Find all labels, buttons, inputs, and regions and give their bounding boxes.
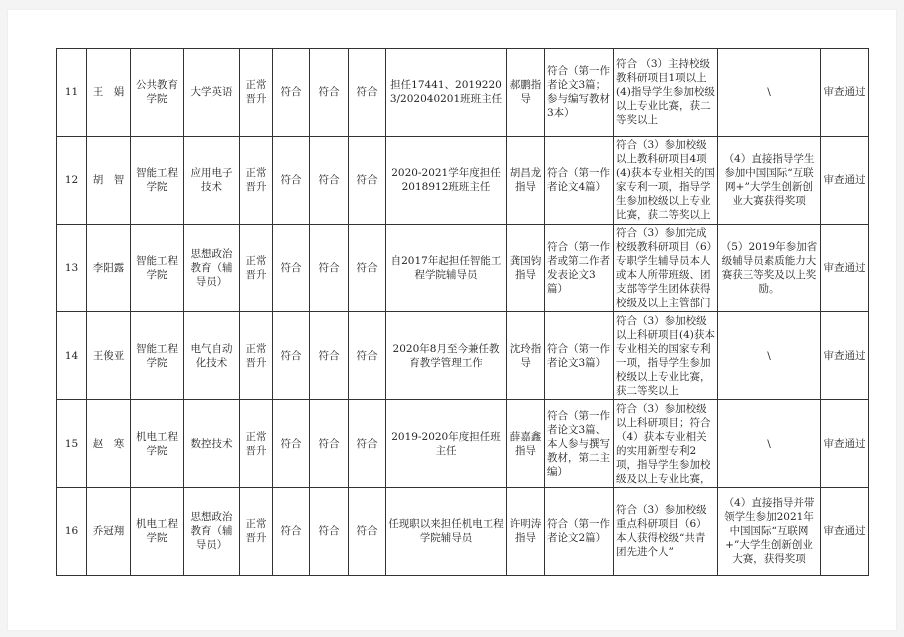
mentor-text: 薛嘉鑫指导 xyxy=(509,430,542,457)
research-text: 符合（3）参加完成校级教科研项目（6）专职学生辅导员本人或本人所带班级、团支部等学生团体获得校级及以上主管部门 xyxy=(616,226,712,309)
major-cell xyxy=(184,136,240,224)
criterion-2-text: 符合 xyxy=(318,261,340,274)
mentor-cell xyxy=(507,400,545,488)
row-number-text: 14 xyxy=(64,349,79,362)
college-cell xyxy=(131,49,184,137)
criterion-1-text: 符合 xyxy=(280,174,302,187)
criterion-1-text: 符合 xyxy=(280,525,302,538)
major-cell xyxy=(184,487,240,575)
criterion-1-cell xyxy=(273,312,310,400)
major-text: 电气自动化技术 xyxy=(190,342,233,369)
criterion-2-text: 符合 xyxy=(318,174,340,187)
college-cell xyxy=(131,224,184,312)
major-cell xyxy=(184,49,240,137)
criterion-1-cell xyxy=(273,487,310,575)
mentor-text: 许明涛指导 xyxy=(509,518,542,545)
row-number-text: 15 xyxy=(64,437,79,450)
mentor-cell xyxy=(507,312,545,400)
award-cell xyxy=(718,312,821,400)
duty-cell xyxy=(386,136,507,224)
college-text: 机电工程学院 xyxy=(136,430,178,457)
criterion-2-text: 符合 xyxy=(318,525,340,538)
document-page xyxy=(8,10,896,630)
research-text: 符合（3）参加校级重点科研项目（6）本人获得校级“共青团先进个人” xyxy=(616,504,707,559)
college-text: 智能工程学院 xyxy=(136,342,178,369)
result-text: 审查通过 xyxy=(823,86,866,99)
college-cell xyxy=(131,400,184,488)
table-row xyxy=(57,400,869,488)
criterion-2-cell xyxy=(310,224,349,312)
mentor-cell xyxy=(507,136,545,224)
result-text: 审查通过 xyxy=(823,349,866,362)
college-text: 智能工程学院 xyxy=(136,254,178,281)
mentor-cell xyxy=(507,224,545,312)
duty-text: 任现职以来担任机电工程学院辅导员 xyxy=(388,518,504,545)
promotion-type-cell xyxy=(240,224,273,312)
award-cell xyxy=(718,136,821,224)
duty-text: 2020-2021学年度担任2018912班班主任 xyxy=(391,167,501,194)
paper-cell xyxy=(545,224,614,312)
result-cell xyxy=(821,136,869,224)
row-number-cell xyxy=(57,49,87,137)
name-text: 胡 智 xyxy=(92,174,125,187)
research-cell xyxy=(614,487,718,575)
criterion-1-text: 符合 xyxy=(280,261,302,274)
college-text: 公共教育学院 xyxy=(136,79,178,106)
name-cell xyxy=(87,224,131,312)
table-row xyxy=(57,487,869,575)
research-cell xyxy=(614,136,718,224)
major-text: 思想政治教育（辅导员） xyxy=(190,511,233,552)
result-cell xyxy=(821,49,869,137)
award-text: （4）直接指导并带领学生参加2021年中国国际“互联网+”大学生创新创业大赛，获得奖项 xyxy=(723,497,815,566)
research-text: 符合（3）参加校级以上科研项目(4)获本专业相关的国家专利一项，指导学生参加校级以上专业比赛，获二等奖以上 xyxy=(616,314,715,397)
promotion-type-cell xyxy=(240,312,273,400)
result-text: 审查通过 xyxy=(823,174,866,187)
major-text: 思想政治教育（辅导员） xyxy=(190,247,233,288)
criterion-1-cell xyxy=(273,224,310,312)
criterion-2-text: 符合 xyxy=(318,437,340,450)
award-cell xyxy=(718,487,821,575)
criterion-1-text: 符合 xyxy=(280,437,302,450)
award-text: \ xyxy=(767,86,771,99)
criterion-2-text: 符合 xyxy=(318,86,340,99)
row-number-text: 16 xyxy=(64,525,79,538)
paper-text: 符合（第一作者论文2篇） xyxy=(547,518,610,545)
award-cell xyxy=(718,224,821,312)
name-cell xyxy=(87,487,131,575)
promotion-type-text: 正常晋升 xyxy=(245,79,267,106)
paper-text: 符合（第一作者论文3篇） xyxy=(547,342,610,369)
mentor-text: 龚国钧指导 xyxy=(509,254,542,281)
college-text: 机电工程学院 xyxy=(136,518,178,545)
name-cell xyxy=(87,136,131,224)
criterion-3-cell xyxy=(349,400,386,488)
mentor-cell xyxy=(507,49,545,137)
mentor-cell xyxy=(507,487,545,575)
criterion-2-cell xyxy=(310,400,349,488)
review-table xyxy=(56,48,869,576)
award-text: （4）直接指导学生参加中国国际“互联网+”大学生创新创业大赛获得奖项 xyxy=(723,153,815,208)
major-text: 数控技术 xyxy=(190,437,233,450)
criterion-3-text: 符合 xyxy=(356,86,378,99)
paper-cell xyxy=(545,487,614,575)
criterion-3-text: 符合 xyxy=(356,174,378,187)
name-text: 赵 寒 xyxy=(92,437,125,450)
promotion-type-text: 正常晋升 xyxy=(245,167,267,194)
result-text: 审查通过 xyxy=(823,525,866,538)
row-number-text: 13 xyxy=(64,261,79,274)
mentor-text: 沈玲指导 xyxy=(509,342,542,369)
criterion-2-cell xyxy=(310,312,349,400)
award-text: \ xyxy=(767,349,771,362)
duty-text: 2020年8月至今兼任教育教学管理工作 xyxy=(392,342,500,369)
name-cell xyxy=(87,49,131,137)
major-text: 应用电子技术 xyxy=(190,167,233,194)
college-cell xyxy=(131,312,184,400)
duty-cell xyxy=(386,49,507,137)
result-cell xyxy=(821,487,869,575)
row-number-cell xyxy=(57,224,87,312)
name-text: 李阳露 xyxy=(92,261,125,274)
criterion-2-cell xyxy=(310,487,349,575)
result-cell xyxy=(821,224,869,312)
duty-text: 担任17441、20192203/202040201班班主任 xyxy=(389,79,503,106)
duty-cell xyxy=(386,312,507,400)
research-cell xyxy=(614,224,718,312)
college-cell xyxy=(131,487,184,575)
table-row xyxy=(57,312,869,400)
mentor-text: 郝鹏指导 xyxy=(509,79,542,106)
paper-cell xyxy=(545,49,614,137)
research-cell xyxy=(614,49,718,137)
research-cell xyxy=(614,400,718,488)
duty-cell xyxy=(386,400,507,488)
name-cell xyxy=(87,400,131,488)
name-text: 乔冠翔 xyxy=(92,525,125,538)
research-cell xyxy=(614,312,718,400)
name-text: 王 娟 xyxy=(92,86,125,99)
criterion-3-cell xyxy=(349,49,386,137)
criterion-1-cell xyxy=(273,136,310,224)
promotion-type-text: 正常晋升 xyxy=(245,342,267,369)
paper-text: 符合（第一作者论文3篇；参与编写教材3本） xyxy=(547,65,610,120)
college-text: 智能工程学院 xyxy=(136,167,178,194)
row-number-cell xyxy=(57,487,87,575)
major-cell xyxy=(184,400,240,488)
row-number-cell xyxy=(57,136,87,224)
criterion-1-cell xyxy=(273,400,310,488)
award-text: （5）2019年参加省级辅导员素质能力大赛获三等奖及以上奖励。 xyxy=(720,240,818,295)
table-row xyxy=(57,136,869,224)
duty-text: 自2017年起担任智能工程学院辅导员 xyxy=(390,254,502,281)
criterion-3-text: 符合 xyxy=(356,261,378,274)
promotion-type-cell xyxy=(240,49,273,137)
research-text: 符合（3）参加校级以上教科研项目4项(4)获本专业相关的国家专利一项，指导学生参加校级以上专业比赛，获二等奖以上 xyxy=(616,139,715,222)
criterion-3-cell xyxy=(349,136,386,224)
college-cell xyxy=(131,136,184,224)
duty-cell xyxy=(386,224,507,312)
criterion-2-cell xyxy=(310,49,349,137)
criterion-1-cell xyxy=(273,49,310,137)
table-row xyxy=(57,224,869,312)
paper-cell xyxy=(545,312,614,400)
result-cell xyxy=(821,400,869,488)
name-text: 王俊亚 xyxy=(92,349,125,362)
duty-text: 2019-2020年度担任班主任 xyxy=(391,430,501,457)
mentor-text: 胡昌龙指导 xyxy=(509,167,542,194)
paper-text: 符合（第一作者论文4篇） xyxy=(547,167,610,194)
award-cell xyxy=(718,49,821,137)
promotion-type-text: 正常晋升 xyxy=(245,430,267,457)
award-cell xyxy=(718,400,821,488)
criterion-2-text: 符合 xyxy=(318,349,340,362)
promotion-type-cell xyxy=(240,400,273,488)
paper-cell xyxy=(545,136,614,224)
duty-cell xyxy=(386,487,507,575)
result-text: 审查通过 xyxy=(823,437,866,450)
paper-cell xyxy=(545,400,614,488)
row-number-cell xyxy=(57,312,87,400)
criterion-3-cell xyxy=(349,312,386,400)
criterion-3-text: 符合 xyxy=(356,349,378,362)
promotion-type-text: 正常晋升 xyxy=(245,518,267,545)
name-cell xyxy=(87,312,131,400)
paper-text: 符合（第一作者论文3篇、本人参与撰写教材，第二主编） xyxy=(547,409,610,478)
major-cell xyxy=(184,224,240,312)
promotion-type-text: 正常晋升 xyxy=(245,254,267,281)
major-cell xyxy=(184,312,240,400)
criterion-1-text: 符合 xyxy=(280,86,302,99)
promotion-type-cell xyxy=(240,487,273,575)
row-number-cell xyxy=(57,400,87,488)
promotion-type-cell xyxy=(240,136,273,224)
result-cell xyxy=(821,312,869,400)
result-text: 审查通过 xyxy=(823,261,866,274)
criterion-2-cell xyxy=(310,136,349,224)
major-text: 大学英语 xyxy=(190,86,233,99)
paper-text: 符合（第一作者或第二作者发表论文3篇） xyxy=(547,240,610,295)
table-row xyxy=(57,49,869,137)
criterion-3-text: 符合 xyxy=(356,525,378,538)
row-number-text: 12 xyxy=(64,174,79,187)
award-text: \ xyxy=(767,437,771,450)
criterion-1-text: 符合 xyxy=(280,349,302,362)
research-text: 符合 （3）主持校级教科研项目1项以上(4)指导学生参加校级以上专业比赛，获二等奖以上 xyxy=(616,58,715,127)
criterion-3-text: 符合 xyxy=(356,437,378,450)
row-number-text: 11 xyxy=(64,86,79,99)
criterion-3-cell xyxy=(349,487,386,575)
research-text: 符合（3）参加校级以上科研项目；符合（4）获本专业相关的实用新型专利2项，指导学生参加校级及以上专业比赛， xyxy=(616,402,711,485)
criterion-3-cell xyxy=(349,224,386,312)
